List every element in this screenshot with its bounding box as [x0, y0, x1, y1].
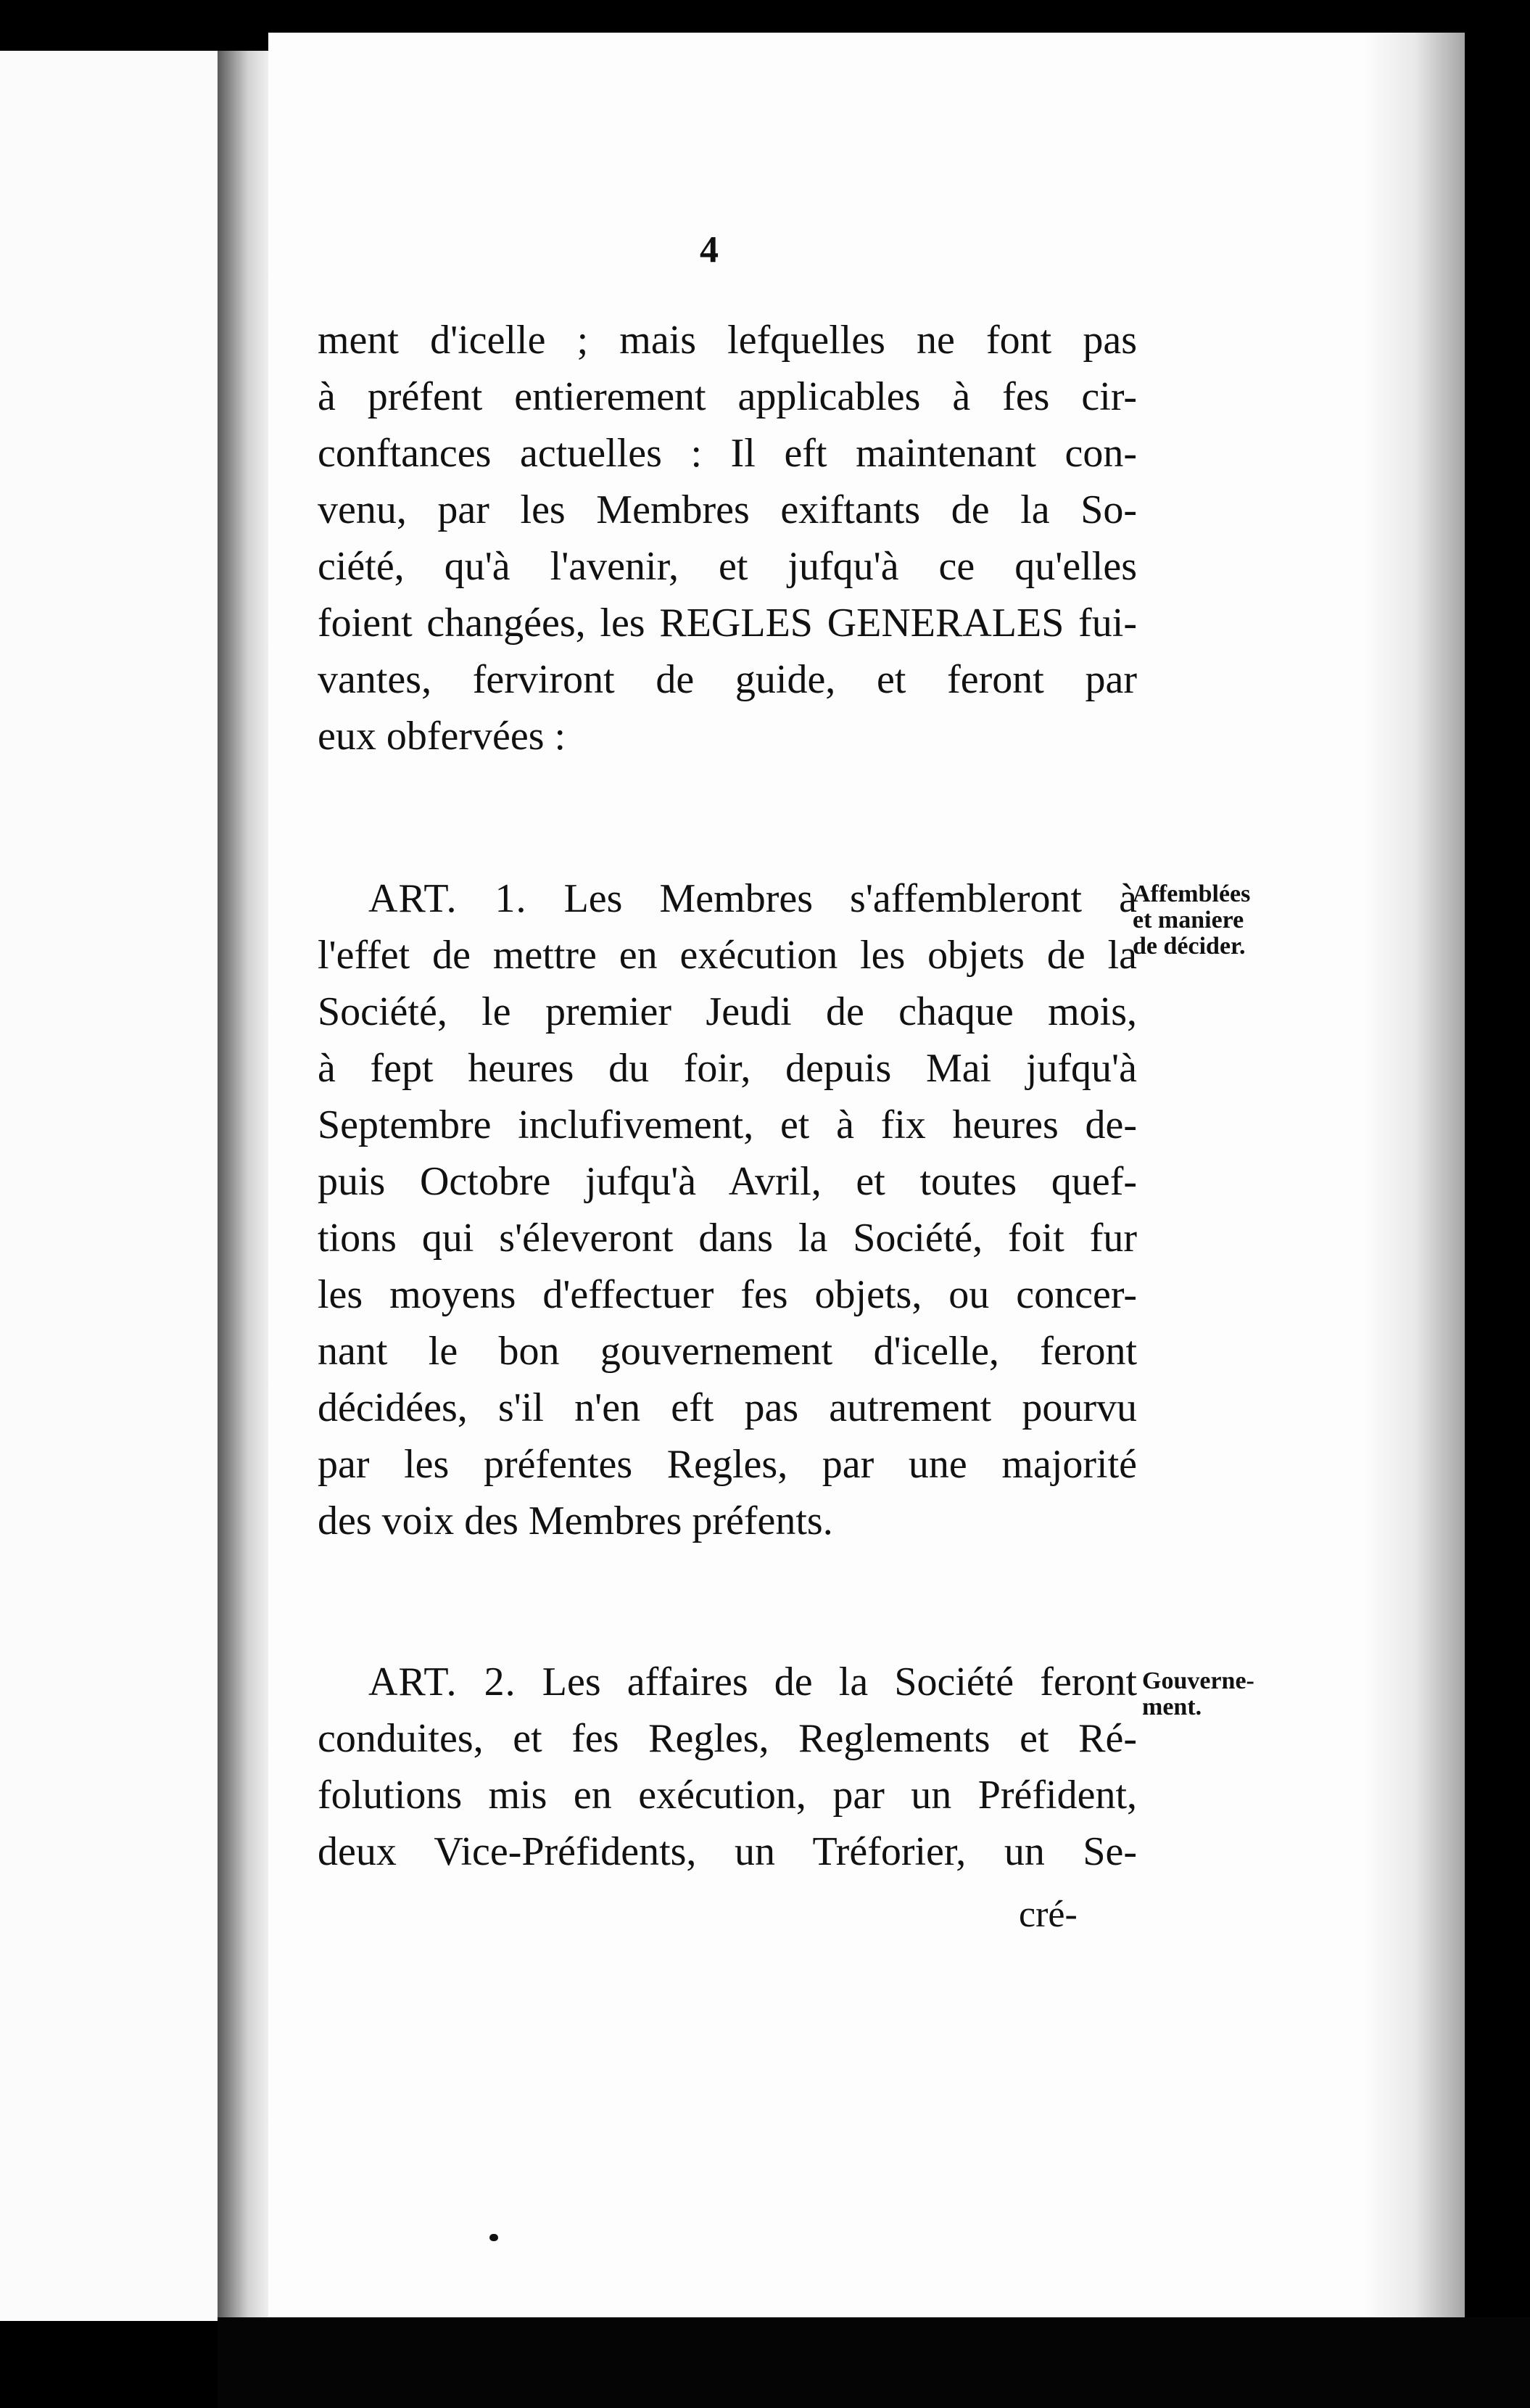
book-gutter — [218, 51, 268, 2321]
text-line: puis Octobre jufqu'à Avril, et toutes quef- — [318, 1159, 1137, 1204]
text-line: conduites, et fes Regles, Reglements et Ré- — [318, 1716, 1137, 1761]
catchword: cré- — [1019, 1894, 1078, 1935]
article-1-first-line-text: Les Membres s'affembleront à — [563, 876, 1137, 921]
scan-bottom-border — [218, 2317, 1530, 2408]
text-line: Société, le premier Jeudi de chaque mois, — [318, 989, 1137, 1034]
margin-note-gouvernement — [1142, 1668, 1254, 1720]
text-line: ment d'icelle ; mais lefquelles ne font pas — [318, 318, 1137, 363]
article-1 — [318, 870, 1137, 1549]
text-line: folutions mis en exécution, par un Préfident, — [318, 1773, 1137, 1818]
article-2-first-line-text: Les affaires de la Société feront — [542, 1659, 1138, 1704]
ink-mark — [489, 2234, 498, 2241]
left-facing-page — [0, 51, 218, 2321]
margin-note-line: ment. — [1142, 1694, 1202, 1720]
article-2 — [318, 1654, 1137, 1880]
article-2-first-line — [318, 1654, 1137, 1710]
margin-note-line: Gouverne- — [1142, 1667, 1254, 1694]
text-line: deux Vice-Préfidents, un Tréforier, un Se- — [318, 1829, 1137, 1874]
text-line: l'effet de mettre en exécution les objets de la — [318, 933, 1137, 978]
article-1-first-line — [318, 870, 1137, 927]
margin-note-line: de décider. — [1133, 933, 1246, 960]
article-2-label: ART. 2. — [368, 1659, 516, 1704]
text-line: par les préfentes Regles, par une majorité — [318, 1442, 1137, 1487]
text-line: des voix des Membres préfents. — [318, 1498, 833, 1543]
text-line: décidées, s'il n'en eft pas autrement pourvu — [318, 1385, 1137, 1430]
text-line: nant le bon gouvernement d'icelle, feront — [318, 1329, 1137, 1374]
margin-note-assemblees — [1133, 881, 1250, 960]
text-line: vantes, ferviront de guide, et feront par — [318, 657, 1137, 702]
text-line: foient changées, les REGLES GENERALES fui- — [318, 601, 1137, 646]
article-1-label: ART. 1. — [368, 876, 527, 921]
intro-paragraph — [318, 312, 1137, 764]
page-number: 4 — [700, 229, 719, 271]
text-line: les moyens d'effectuer fes objets, ou concer- — [318, 1272, 1137, 1317]
text-line: conftances actuelles : Il eft maintenant con- — [318, 431, 1137, 476]
text-line: à préfent entierement applicables à fes cir- — [318, 374, 1137, 419]
margin-note-line: et maniere — [1133, 907, 1244, 933]
text-line: venu, par les Membres exiftants de la So- — [318, 487, 1137, 532]
text-line: Septembre inclufivement, et à fix heures de- — [318, 1102, 1137, 1147]
text-line: à fept heures du foir, depuis Mai jufqu'à — [318, 1046, 1137, 1091]
text-line: tions qui s'éleveront dans la Société, foit fur — [318, 1216, 1137, 1261]
margin-note-line: Affemblées — [1133, 881, 1251, 907]
text-line: eux obfervées : — [318, 714, 566, 759]
text-line: ciété, qu'à l'avenir, et jufqu'à ce qu'elles — [318, 544, 1137, 589]
